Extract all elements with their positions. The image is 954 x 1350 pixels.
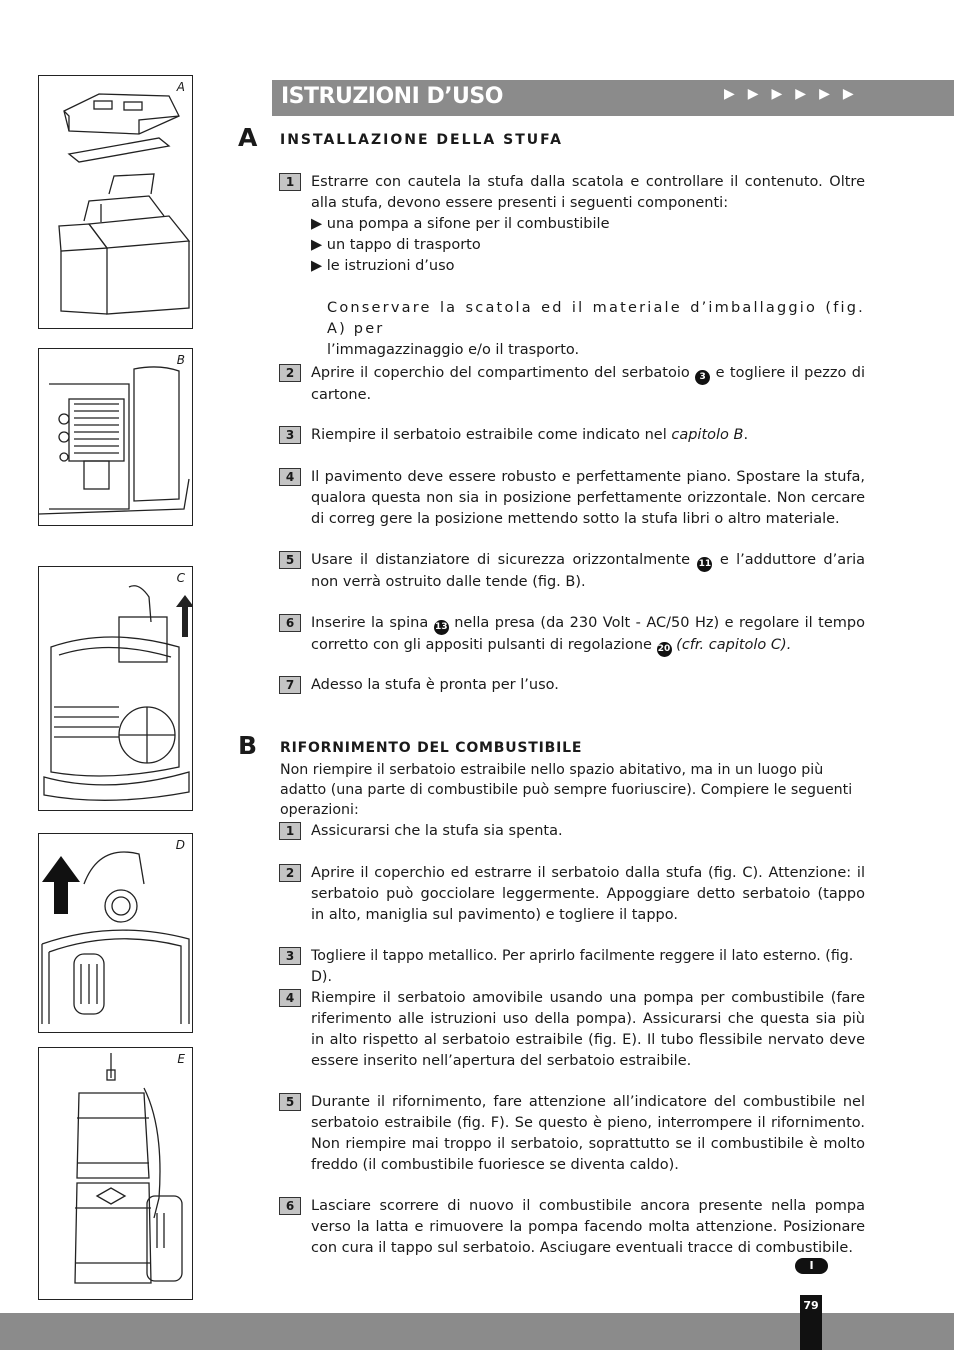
step-number: 4 [279,468,301,486]
step-text: Riempire il serbatoio amovibile usando una pompa per combustibile (fare riferimento alle istruzioni uso della pompa). Assicurarsi che questa sia più in alto rispetto al serbatoio estraibile (fig. E). Il tubo flessibile nervato deve essere inserito nell’apertura del serbatoio estraibile. [311,990,865,1069]
section-b-letter: B [238,731,258,760]
step-b3 [279,946,865,988]
step-b4 [279,988,865,1072]
language-badge: I [795,1258,828,1274]
ref-number-icon: 13 [434,620,449,635]
step-text: Aprire il coperchio ed estrarre il serbatoio dalla stufa (fig. C). Attenzione: il serbatoio può gocciolare leggermente. Appoggiare detto serbatoio (tappo in alto, maniglia sul pavimento) e togliere il tappo. [311,865,865,923]
page-number: 79 [803,1299,819,1312]
section-a-title: INSTALLAZIONE DELLA STUFA [280,132,563,148]
list-item: ▶ una pompa a sifone per il combustibile [311,216,610,232]
header-bar [272,80,954,116]
ref-number-icon: 20 [657,642,672,657]
section-b-title: RIFORNIMENTO DEL COMBUSTIBILE [280,740,583,756]
ref-number-icon: 3 [695,370,710,385]
step-text: Lasciare scorrere di nuovo il combustibile ancora presente nella pompa verso la latta e rimuovere la pompa facendo molta attenzione. Posizionare con cura il tappo sul serbatoio. Asciugare eventuali tracce di combustibile. [311,1198,865,1256]
figure-label: B [176,353,185,367]
step-text: Aprire il coperchio del compartimento del serbatoio 3 e togliere il pezzo di cartone. [311,365,866,403]
step-text: Inserire la spina 13 nella presa (da 230 Volt - AC/50 Hz) e regolare il tempo corretto con gli appositi pulsanti di regolazione 20 (cfr. capitolo C). [311,613,865,657]
step-b5 [279,1092,865,1176]
section-b-intro: Non riempire il serbatoio estraibile nello spazio abitativo, ma in un luogo più adatto (una parte di combustibile può sempre fuoriuscire). Compiere le seguenti operazioni: [280,762,853,818]
step-number: 4 [279,989,301,1007]
step-text: Adesso la stufa è pronta per l’uso. [311,677,559,693]
bullet-list [311,214,865,277]
refill-illustration [39,1048,193,1300]
step-text: Durante il rifornimento, fare attenzione all’indicatore del combustibile nel serbatoio estraibile (fig. F). Se questo è pieno, interrompere il rifornimento. Non riempire mai troppo il serbatoio, soprattutto se il combustibile è molto freddo (il combustibile fuoriesce se diventa caldo). [311,1094,865,1173]
header-arrows: ▶▶▶▶▶▶ [724,86,867,102]
step-b1 [279,821,865,842]
step-a1 [279,172,865,361]
page-number-tab [800,1295,822,1350]
cap-removal-illustration [39,834,193,1033]
list-item: ▶ le istruzioni d’uso [311,258,455,274]
tank-removal-illustration [39,567,193,811]
step-number: 7 [279,676,301,694]
step-number: 2 [279,864,301,882]
step-number: 2 [279,364,301,382]
figure-e [38,1047,193,1300]
ref-number-icon: 11 [697,557,712,572]
step-a6 [279,613,865,657]
figure-a [38,75,193,329]
step-number: 5 [279,1093,301,1111]
figure-d [38,833,193,1033]
step-b6 [279,1196,865,1259]
step-number: 6 [279,1197,301,1215]
storage-note: Conservare la scatola ed il materiale d’imballaggio (fig. A) per l’immagazzinaggio e/o il trasporto. [327,300,865,358]
figure-c [38,566,193,811]
step-number: 1 [279,173,301,191]
step-text: Usare il distanziatore di sicurezza orizzontalmente 11 e l’adduttore d’aria non verrà ostruito dalle tende (fig. B). [311,552,866,590]
step-text: Estrarre con cautela la stufa dalla scatola e controllare il contenuto. Oltre alla stufa, devono essere presenti i seguenti componenti: [311,174,865,211]
step-number: 3 [279,426,301,444]
step-text: Assicurarsi che la stufa sia spenta. [311,823,563,839]
step-number: 6 [279,614,301,632]
step-number: 5 [279,551,301,569]
figure-b [38,348,193,526]
page-title: ISTRUZIONI D’USO [281,84,503,109]
heater-back-illustration [39,349,193,526]
step-text: Togliere il tappo metallico. Per aprirlo facilmente reggere il lato esterno. (fig. D). [311,948,854,985]
box-illustration [39,76,193,329]
figure-label: E [177,1052,185,1066]
step-a3 [279,425,865,446]
figure-label: D [175,838,185,852]
step-a5 [279,550,865,593]
step-number: 3 [279,947,301,965]
section-a-letter: A [238,123,258,152]
step-a2 [279,363,865,406]
step-text: Riempire il serbatoio estraibile come indicato nel capitolo B. [311,427,749,443]
step-a4 [279,467,865,530]
step-number: 1 [279,822,301,840]
step-b2 [279,863,865,926]
list-item: ▶ un tappo di trasporto [311,237,481,253]
figure-label: A [176,80,185,94]
figure-label: C [176,571,185,585]
step-text: Il pavimento deve essere robusto e perfettamente piano. Spostare la stufa, qualora questa non sia in posizione perfettamente orizzontale. Non cercare di correg gere la posizione mettendo sotto la stufa libri o altro materiale. [311,469,865,527]
step-a7 [279,675,865,696]
